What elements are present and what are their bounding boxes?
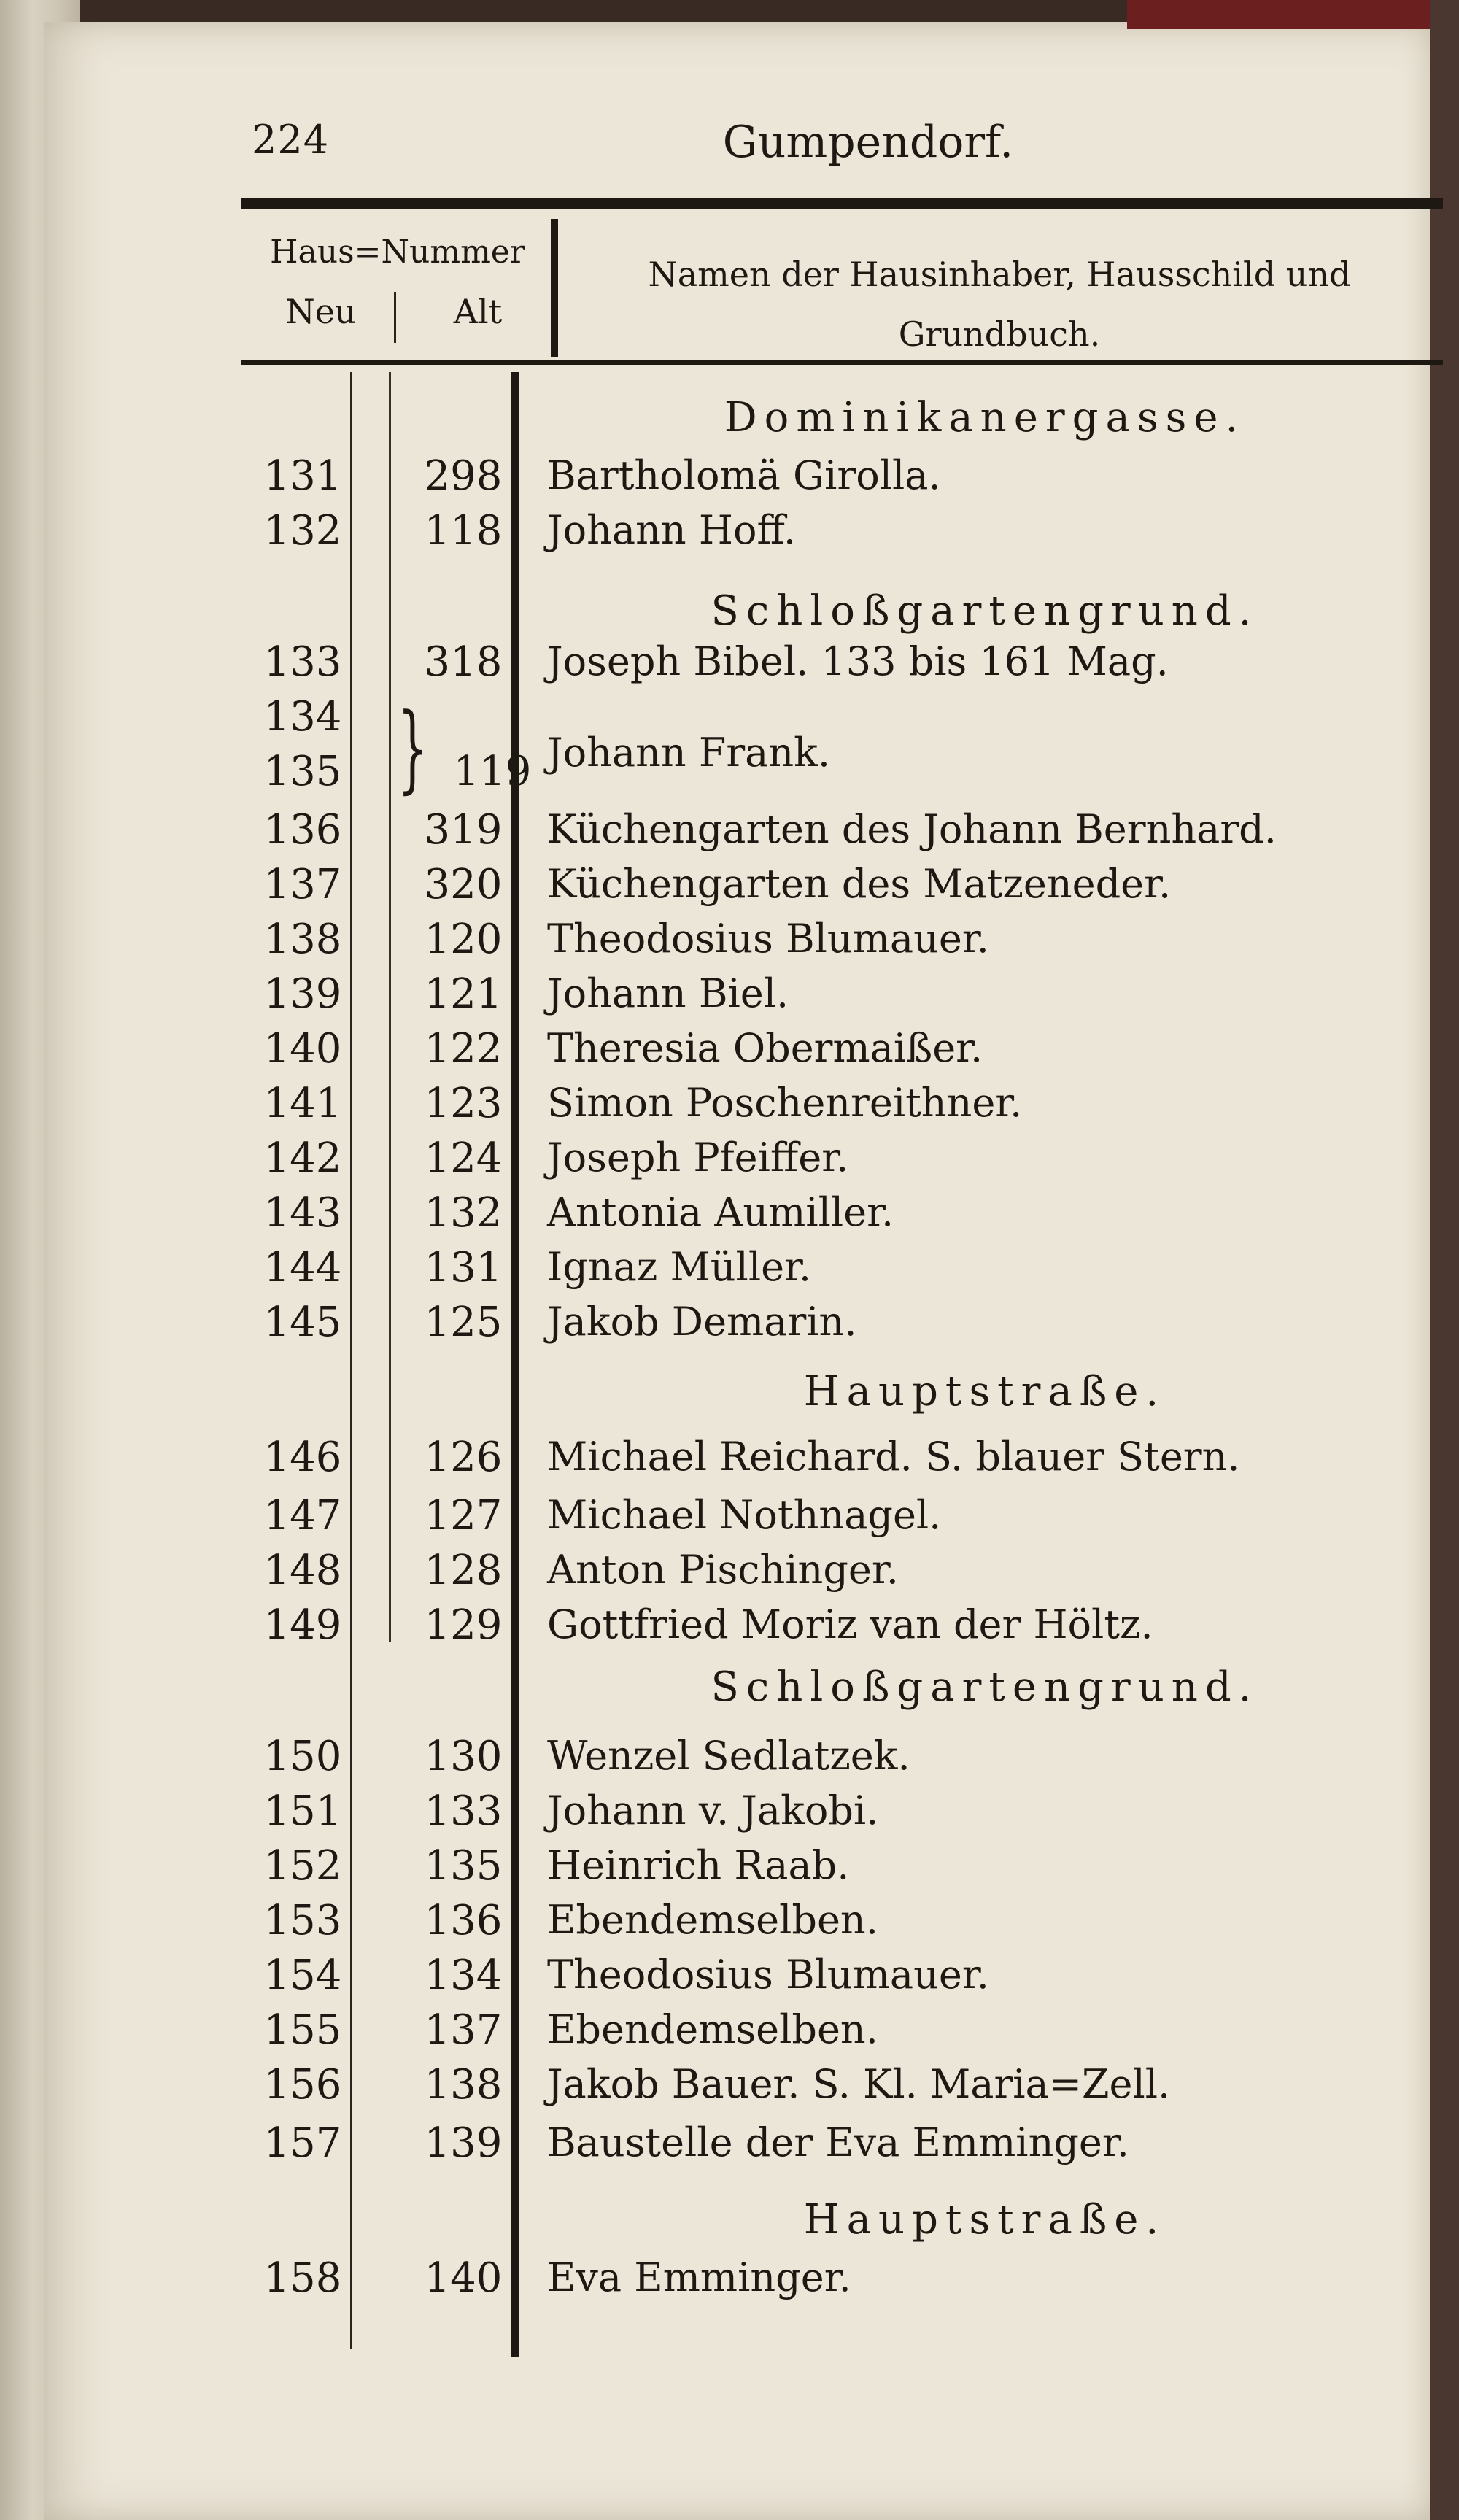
house-number-old: 123: [424, 1080, 503, 1127]
table-row: [0, 861, 1459, 912]
brace-glyph: }: [398, 692, 428, 803]
house-number-old: 130: [424, 1733, 503, 1780]
owner-name: Johann v. Jakobi.: [547, 1787, 879, 1833]
house-number-old: 119: [453, 748, 532, 795]
table-row: [0, 1601, 1459, 1653]
house-number-new: 131: [263, 452, 342, 500]
owner-name: Gottfried Moriz van der Höltz.: [547, 1601, 1153, 1647]
house-number-old: 129: [424, 1601, 503, 1649]
house-number-new: 146: [263, 1434, 342, 1481]
house-number-old: 124: [424, 1135, 503, 1182]
house-number-old: 140: [424, 2254, 503, 2302]
house-number-old: 319: [424, 806, 503, 854]
column-header-neu: Neu: [285, 292, 357, 331]
owner-name: Jakob Bauer. S. Kl. Maria=Zell.: [547, 2061, 1171, 2107]
house-number-new: 154: [263, 1952, 342, 1999]
house-number-old: 126: [424, 1434, 503, 1481]
column-header-haus-nummer: Haus=Nummer: [270, 233, 525, 271]
table-row: [0, 730, 1459, 799]
house-number-old: 127: [424, 1492, 503, 1539]
owner-name: Jakob Demarin.: [547, 1299, 857, 1345]
table-row: [0, 1897, 1459, 1948]
owner-name: Ebendemselben.: [547, 2006, 878, 2052]
house-number-new: 152: [263, 1842, 342, 1890]
house-number-old: 133: [424, 1787, 503, 1835]
owner-name: Johann Biel.: [547, 970, 789, 1016]
house-number-old: 121: [424, 970, 503, 1018]
table-row: [0, 1733, 1459, 1784]
house-number-new: 148: [263, 1547, 342, 1594]
house-number-new: 151: [263, 1787, 342, 1835]
owner-name: Küchengarten des Johann Bernhard.: [547, 806, 1277, 852]
owner-name: Simon Poschenreithner.: [547, 1080, 1023, 1126]
house-number-old: 320: [424, 861, 503, 908]
house-number-new: 147: [263, 1492, 342, 1539]
house-number-new: 156: [263, 2061, 342, 2109]
red-page-edge: [1127, 0, 1459, 29]
owner-name: Küchengarten des Matzeneder.: [547, 861, 1172, 907]
house-number-old: 131: [424, 1244, 503, 1291]
house-number-old: 318: [424, 638, 503, 686]
table-row: [0, 1080, 1459, 1131]
owner-name: Anton Pischinger.: [547, 1547, 899, 1593]
house-number-new: 132: [263, 507, 342, 554]
house-number-new: 135: [263, 748, 342, 795]
page-heading: Gumpendorf.: [722, 117, 1014, 168]
house-number-new: 158: [263, 2254, 342, 2302]
table-row: [0, 507, 1459, 558]
section-heading: Schloßgartengrund.: [711, 587, 1259, 635]
house-number-old: 118: [424, 507, 503, 554]
table-row: [0, 1787, 1459, 1839]
owner-name: Theresia Obermaißer.: [547, 1025, 983, 1071]
column-header-namen: Namen der Hausinhaber, Hausschild und Grundbuch.: [648, 255, 1351, 354]
column-header-alt: Alt: [453, 292, 503, 331]
owner-name: Joseph Pfeiffer.: [547, 1135, 849, 1180]
house-number-new: 136: [263, 806, 342, 854]
table-row: [0, 1952, 1459, 2003]
house-number-new: 143: [263, 1189, 342, 1237]
table-row: [0, 1434, 1459, 1485]
owner-name: Baustelle der Eva Emminger.: [547, 2119, 1129, 2165]
house-number-new: 134: [263, 693, 342, 741]
house-number-old: 139: [424, 2119, 503, 2167]
table-row: [0, 1547, 1459, 1598]
table-row: [0, 1189, 1459, 1240]
house-number-new: 150: [263, 1733, 342, 1780]
house-number-old: 120: [424, 916, 503, 963]
section-heading: Hauptstraße.: [803, 1368, 1166, 1415]
table-row: [0, 916, 1459, 967]
owner-name: Michael Reichard. S. blauer Stern.: [547, 1434, 1240, 1480]
owner-name: Theodosius Blumauer.: [547, 916, 989, 962]
house-number-old: 136: [424, 1897, 503, 1944]
owner-name: Heinrich Raab.: [547, 1842, 850, 1888]
header-column-divider: [551, 219, 558, 357]
header-neu-alt-divider: [394, 292, 396, 343]
owner-name: Wenzel Sedlatzek.: [547, 1733, 910, 1779]
table-row: [0, 970, 1459, 1021]
house-number-old: 132: [424, 1189, 503, 1237]
section-heading: Dominikanergasse.: [724, 394, 1246, 441]
page-number: 224: [252, 117, 330, 163]
owner-name: Johann Hoff.: [547, 507, 797, 553]
table-row: [0, 1842, 1459, 1893]
house-number-new: 142: [263, 1135, 342, 1182]
table-row: [0, 1244, 1459, 1295]
section-heading: Schloßgartengrund.: [711, 1663, 1259, 1711]
house-number-new: 149: [263, 1601, 342, 1649]
house-number-new: 133: [263, 638, 342, 686]
house-number-new: 155: [263, 2006, 342, 2054]
table-row: [0, 638, 1459, 689]
house-number-old: 134: [424, 1952, 503, 1999]
house-number-old: 128: [424, 1547, 503, 1594]
house-number-old: 122: [424, 1025, 503, 1072]
owner-name: Johann Frank.: [547, 730, 830, 776]
table-row: [0, 2006, 1459, 2057]
table-row: [0, 452, 1459, 503]
table-row: [0, 1025, 1459, 1076]
house-number-new: 144: [263, 1244, 342, 1291]
table-row: [0, 1299, 1459, 1350]
house-number-new: 145: [263, 1299, 342, 1346]
table-row: [0, 1492, 1459, 1543]
house-number-new: 141: [263, 1080, 342, 1127]
table-row: [0, 2061, 1459, 2112]
owner-name: Bartholomä Girolla.: [547, 452, 941, 498]
house-number-old: 135: [424, 1842, 503, 1890]
section-heading: Hauptstraße.: [803, 2196, 1166, 2243]
house-number-new: 157: [263, 2119, 342, 2167]
header-rule-top: [241, 198, 1443, 209]
house-number-new: 153: [263, 1897, 342, 1944]
owner-name: Ignaz Müller.: [547, 1244, 812, 1290]
house-number-old: 138: [424, 2061, 503, 2109]
owner-name: Theodosius Blumauer.: [547, 1952, 989, 1998]
table-row: [0, 2119, 1459, 2171]
house-number-new: 137: [263, 861, 342, 908]
owner-name: Joseph Bibel. 133 bis 161 Mag.: [547, 638, 1169, 684]
table-row: [0, 2254, 1459, 2306]
house-number-old: 298: [424, 452, 503, 500]
house-number-new: 140: [263, 1025, 342, 1072]
owner-name: Ebendemselben.: [547, 1897, 878, 1943]
table-row: [0, 806, 1459, 857]
owner-name: Eva Emminger.: [547, 2254, 851, 2300]
table-row: [0, 1135, 1459, 1186]
house-number-new: 138: [263, 916, 342, 963]
owner-name: Antonia Aumiller.: [547, 1189, 894, 1235]
owner-name: Michael Nothnagel.: [547, 1492, 942, 1538]
house-number-old: 137: [424, 2006, 503, 2054]
house-number-new: 139: [263, 970, 342, 1018]
house-number-old: 125: [424, 1299, 503, 1346]
